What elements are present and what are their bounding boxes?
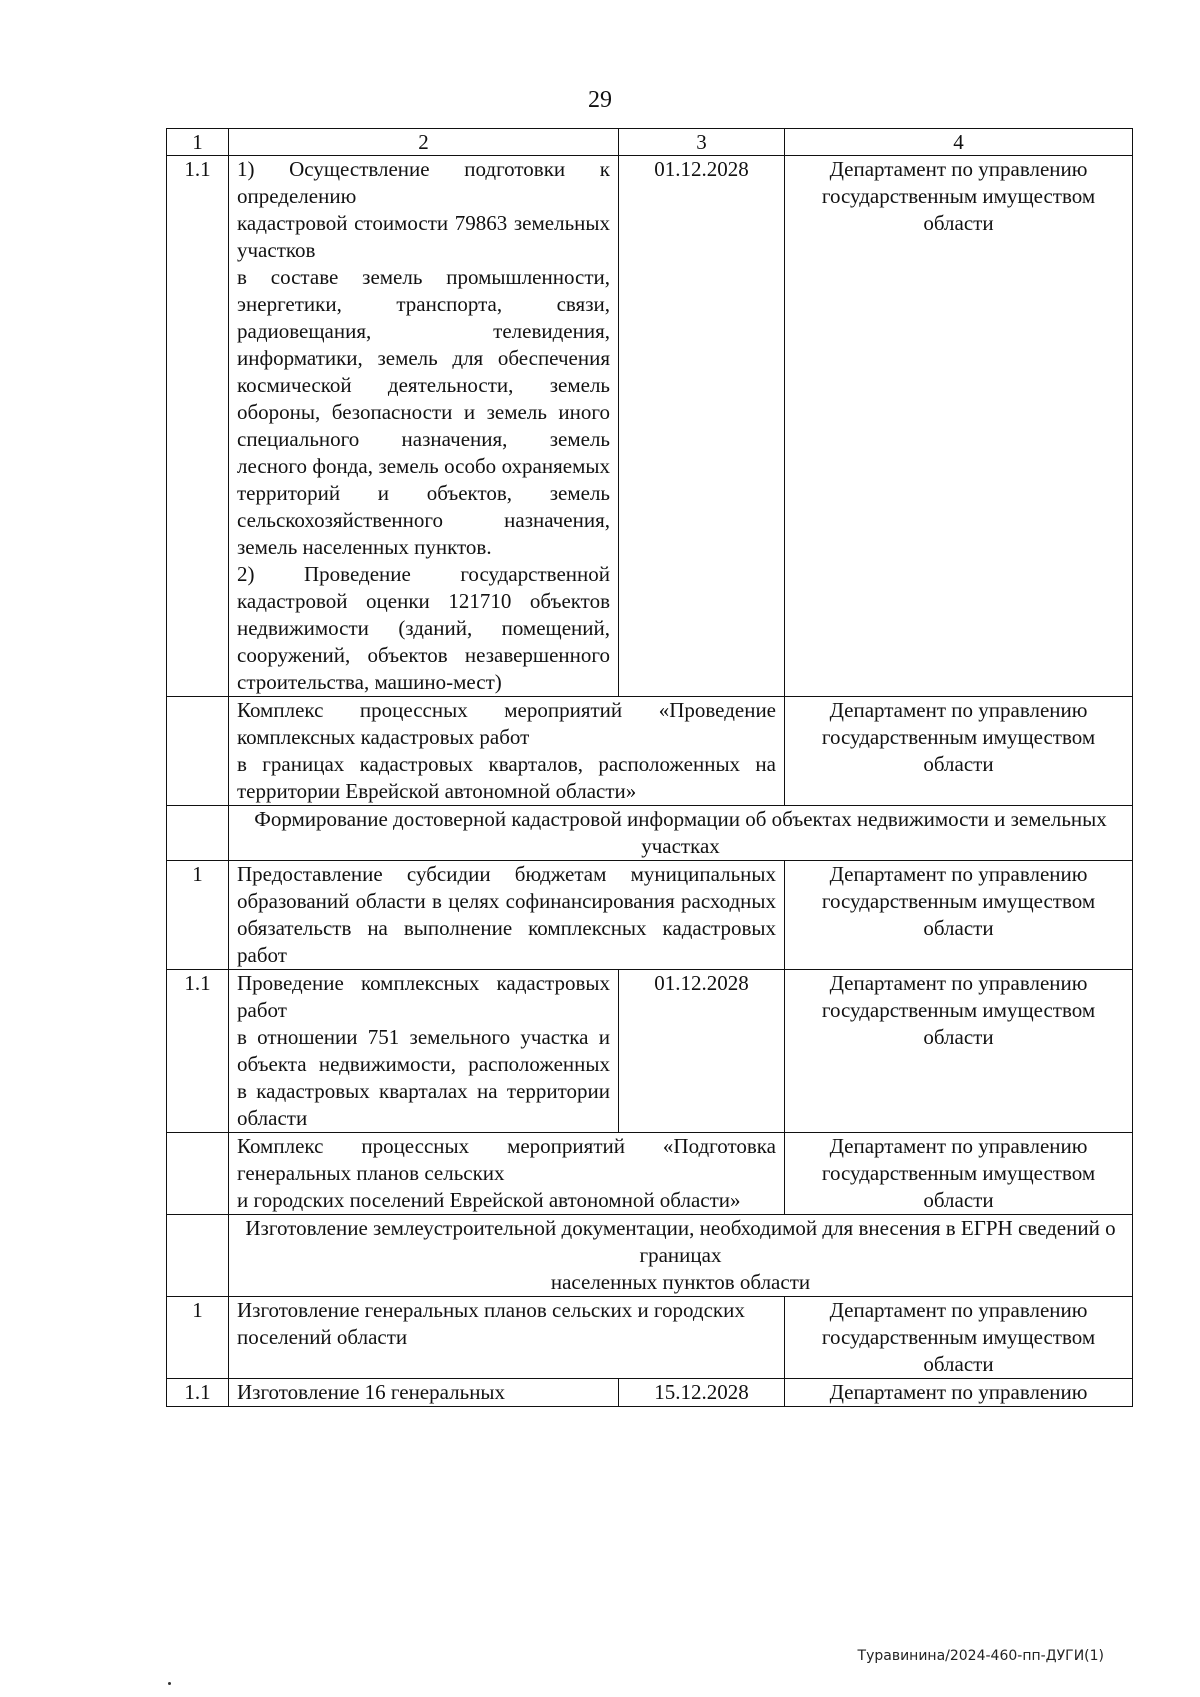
due-date: 01.12.2028 xyxy=(619,970,785,1133)
header-col-1: 1 xyxy=(167,129,229,156)
responsible-department: Департамент по управлению государственным имуществом области xyxy=(785,1297,1133,1379)
row-number: 1 xyxy=(167,1297,229,1379)
scan-speck xyxy=(168,1682,171,1685)
table-row xyxy=(167,156,1133,697)
responsible-department: Департамент по управлению государственным имуществом области xyxy=(785,970,1133,1133)
page-number: 29 xyxy=(588,87,612,113)
table-row xyxy=(167,806,1133,861)
table-row xyxy=(167,970,1133,1133)
row-number xyxy=(167,697,229,806)
row-number: 1.1 xyxy=(167,156,229,697)
row-number: 1.1 xyxy=(167,970,229,1133)
header-col-3: 3 xyxy=(619,129,785,156)
section-heading: Изготовление землеустроительной документации, необходимой для внесения в ЕГРН сведений о границах населенных пунктов области xyxy=(229,1215,1133,1297)
responsible-department: Департамент по управлению xyxy=(785,1379,1133,1407)
table-row xyxy=(167,1215,1133,1297)
row-number: 1 xyxy=(167,861,229,970)
due-date: 15.12.2028 xyxy=(619,1379,785,1407)
document-footer: Туравинина/2024-460-пп-ДУГИ(1) xyxy=(857,1648,1104,1664)
measure-text: Изготовление 16 генеральных xyxy=(229,1379,619,1407)
table-row xyxy=(167,1379,1133,1407)
row-number xyxy=(167,1133,229,1215)
table-row xyxy=(167,697,1133,806)
measure-text: Комплекс процессных мероприятий «Проведение комплексных кадастровых работ в границах кадастровых кварталов, расположенных на территории Еврейской автономной области» xyxy=(229,697,785,806)
measure-text: Предоставление субсидии бюджетам муниципальных образований области в целях софинансирования расходных обязательств на выполнение комплексных кадастровых работ xyxy=(229,861,785,970)
table-row xyxy=(167,1297,1133,1379)
header-col-4: 4 xyxy=(785,129,1133,156)
responsible-department: Департамент по управлению государственным имуществом области xyxy=(785,156,1133,697)
measure-text: 1) Осуществление подготовки к определению кадастровой стоимости 79863 земельных участков в составе земель промышленности, энергетики, транспорта, связи, радиовещания, телевидения, информатики, земель для обеспечения космической деятельности, земель обороны, безопасности и земель иного специального назначения, земель лесного фонда, земель особо охраняемых территорий и объектов, земель сельскохозяйственного назначения, земель населенных пунктов. 2) Проведение государственной кадастровой оценки 121710 объектов недвижимости (зданий, помещений, сооружений, объектов незавершенного строительства, машино-мест) xyxy=(229,156,619,697)
measure-text: Проведение комплексных кадастровых работ в отношении 751 земельного участка и объекта недвижимости, расположенных в кадастровых кварталах на территории области xyxy=(229,970,619,1133)
row-number: 1.1 xyxy=(167,1379,229,1407)
table-row xyxy=(167,1133,1133,1215)
responsible-department: Департамент по управлению государственным имуществом области xyxy=(785,861,1133,970)
due-date: 01.12.2028 xyxy=(619,156,785,697)
measure-text: Комплекс процессных мероприятий «Подготовка генеральных планов сельских и городских поселений Еврейской автономной области» xyxy=(229,1133,785,1215)
table-row xyxy=(167,861,1133,970)
header-col-2: 2 xyxy=(229,129,619,156)
section-heading: Формирование достоверной кадастровой информации об объектах недвижимости и земельных участках xyxy=(229,806,1133,861)
row-number xyxy=(167,806,229,861)
responsible-department: Департамент по управлению государственным имуществом области xyxy=(785,697,1133,806)
measures-table xyxy=(166,128,1133,1407)
row-number xyxy=(167,1215,229,1297)
measure-text: Изготовление генеральных планов сельских и городских поселений области xyxy=(229,1297,785,1379)
responsible-department: Департамент по управлению государственным имуществом области xyxy=(785,1133,1133,1215)
table-header-row xyxy=(167,129,1133,156)
